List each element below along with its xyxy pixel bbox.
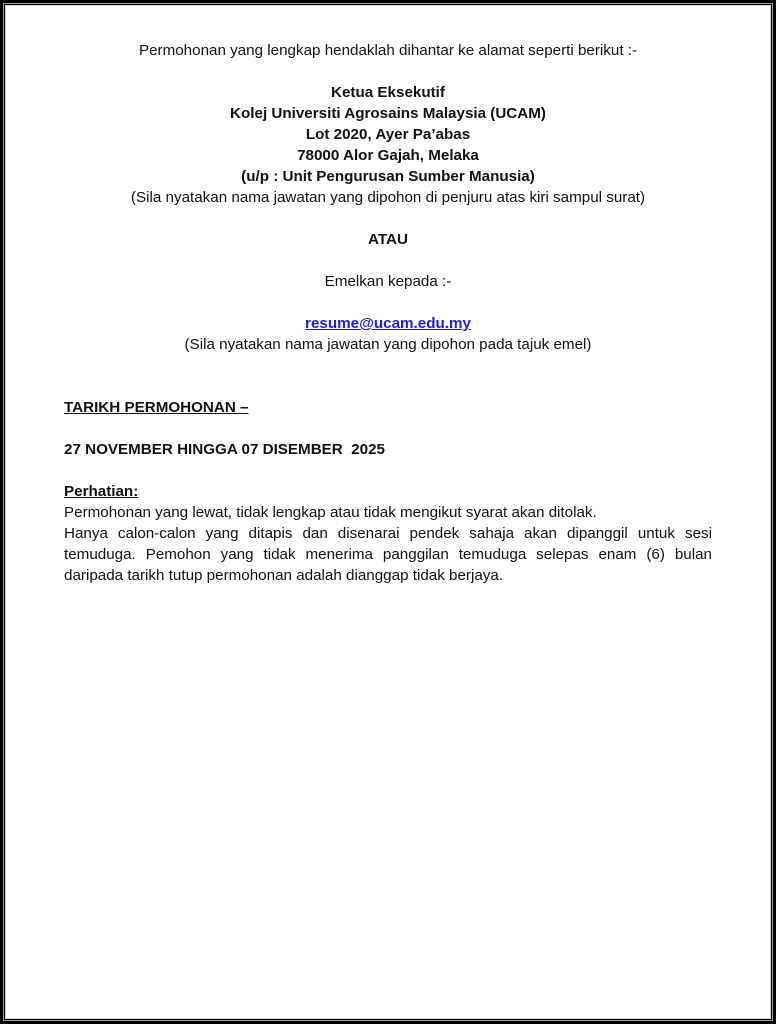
address-line-5: (u/p : Unit Pengurusan Sumber Manusia) <box>241 168 535 185</box>
notice-line-1: Permohonan yang lewat, tidak lengkap atau tidak mengikut syarat akan ditolak. <box>64 504 597 521</box>
address-line-3: Lot 2020, Ayer Pa’abas <box>305 126 471 143</box>
address-line-4: 78000 Alor Gajah, Melaka <box>297 147 479 164</box>
intro-text: Permohonan yang lengkap hendaklah dihantar ke alamat seperti berikut :- <box>138 42 638 59</box>
page-border <box>3 3 773 1021</box>
email-note: (Sila nyatakan nama jawatan yang dipohon pada tajuk emel) <box>184 336 592 353</box>
address-line-2: Kolej Universiti Agrosains Malaysia (UCAM) <box>230 105 546 122</box>
email-line <box>64 313 712 334</box>
page-sheet <box>5 5 771 1019</box>
notice-paragraph: Hanya calon-calon yang ditapis dan disenarai pendek sahaja akan dipanggil untuk sesi temuduga. Pemohon yang tidak menerima panggilan temuduga selepas enam (6) bulan daripada tarikh tutup permohonan adalah dianggap tidak berjaya. <box>64 525 712 584</box>
application-date-range: 27 NOVEMBER HINGGA 07 DISEMBER 2025 <box>64 441 385 458</box>
email-link[interactable]: resume@ucam.edu.my <box>305 315 471 332</box>
address-line-1: Ketua Eksekutif <box>331 84 445 101</box>
notice-heading: Perhatian: <box>64 483 139 500</box>
or-label: ATAU <box>368 231 408 248</box>
address-note: (Sila nyatakan nama jawatan yang dipohon di penjuru atas kiri sampul surat) <box>130 189 646 206</box>
mailing-address <box>64 82 712 187</box>
application-date-heading: TARIKH PERMOHONAN – <box>64 399 249 416</box>
document-content <box>64 40 712 586</box>
email-intro: Emelkan kepada :- <box>324 273 452 290</box>
